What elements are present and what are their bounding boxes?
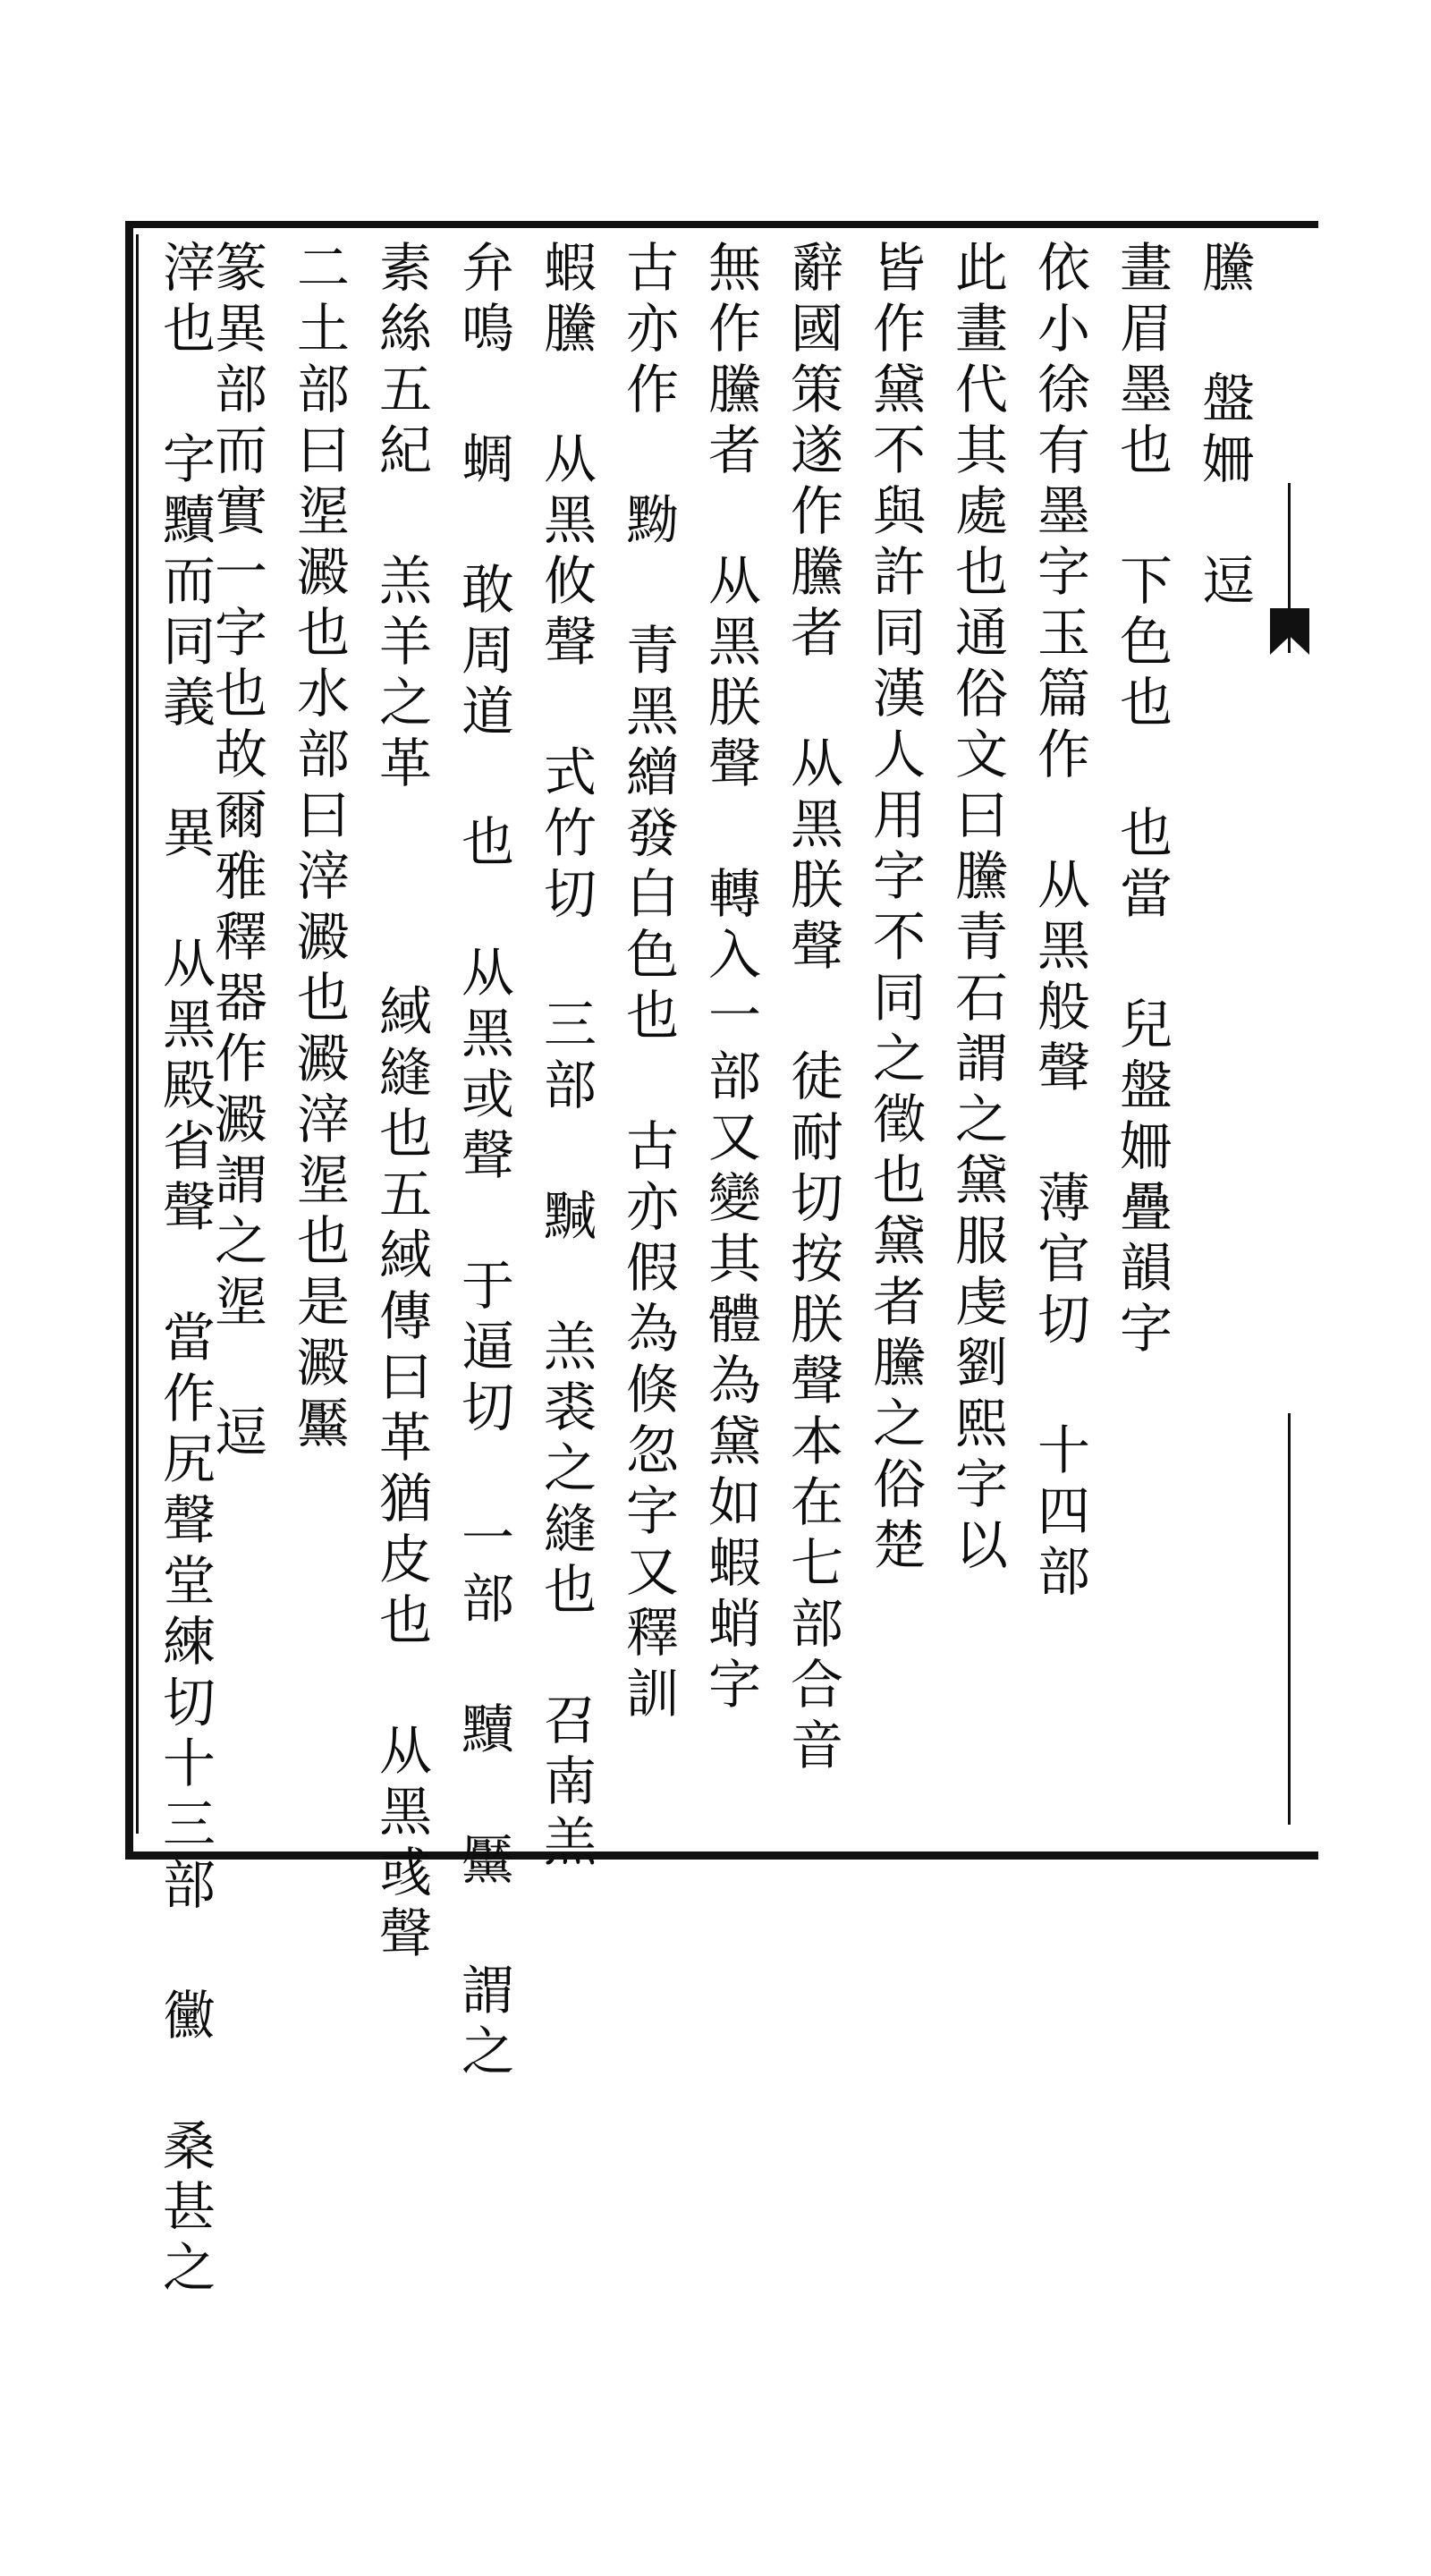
text-column-7: 無作黱者 从黑朕聲 轉入一部又變其體為黛如蝦蛸字 [699, 240, 761, 1717]
text-column-6: 辭國策遂作黱者 从黑朕聲 徒耐切按朕聲本在七部合音 [782, 240, 843, 1778]
text-column-13: 篆異部而實一字也故爾雅釋器作澱謂之埿 逗 [206, 240, 267, 1465]
text-column-3: 依小徐有墨字玉篇作 从黑般聲 薄官切 十四部 [1029, 240, 1090, 1605]
margin-line-bottom [1288, 1413, 1291, 1825]
text-column-10: 弁鳴 蜩 敢周道 也 从黑或聲 于逼切 一部 黷 黶 謂之 [453, 240, 514, 2084]
text-column-2: 畫眉墨也 下色也 也當 兒盤姍疊韻字 [1111, 240, 1173, 1361]
text-column-5: 皆作黛不與許同漢人用字不同之徵也黛者黱之俗楚 [864, 240, 926, 1578]
text-column-11: 素絲五紀 羔羊之革 [370, 240, 432, 796]
text-column-4: 此畫代其處也通俗文曰黱青石謂之黛服虔劉熙字以 [946, 240, 1008, 1578]
text-column-11b: 緎縫也五緎傳曰革猶皮也 从黑彧聲 [370, 984, 432, 1966]
text-column-1: 黱 盤姍 逗 [1193, 240, 1255, 614]
center-margin [1270, 221, 1315, 1844]
text-column-9: 蝦黱 从黑攸聲 式竹切 三部 黬 羔裘之縫也 召南羔 [535, 240, 597, 1875]
text-column-14: 滓也 字黷而同義 異 从黑殿省聲 當作尻聲堂練切十三部 黴 桑甚之 [154, 240, 216, 2301]
text-column-12: 二土部曰埿澱也水部曰滓澱也澱滓埿也是澱黶 [288, 240, 350, 1456]
text-column-8: 古亦作 黝 青黑繒發白色也 古亦假為倏忽字又釋訓 [617, 240, 679, 1726]
